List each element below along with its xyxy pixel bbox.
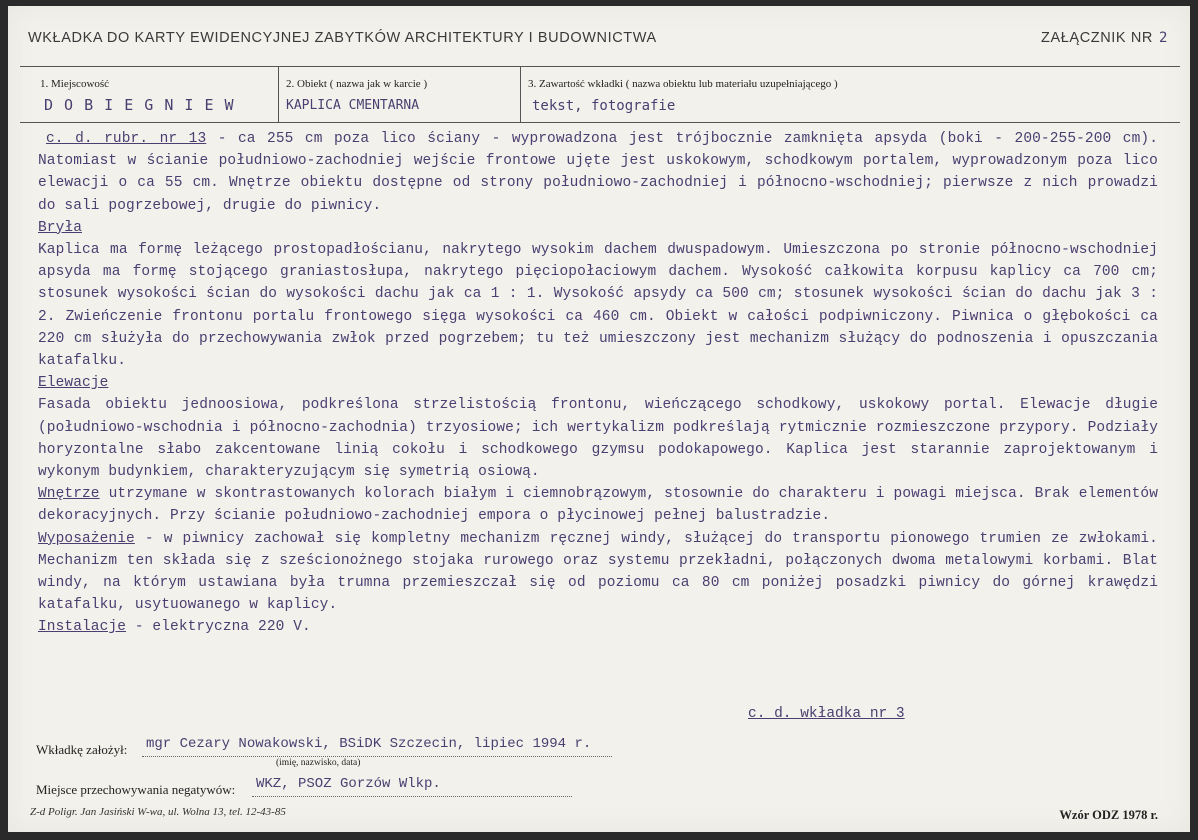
form-designation: Wzór ODZ 1978 r. <box>1059 808 1158 822</box>
column-divider-1 <box>278 66 279 122</box>
document-body <box>38 128 1158 639</box>
paragraph-elewacje: Fasada obiektu jednoosiowa, podkreślona strzelistością frontonu, wieńczącego schodkowy, uskokowy portal. Elewacje długie (południowo-wschodnia i północno-zachodnia) trzyosiowe; ich wertykalizm podkreślają rytmicznie rozmieszczone przypory. Podziały horyzontalne słabo zakcentowane linią cokołu i schodkowego gzymsu podokapowego. Kaplica jest starannie zaprojektowanym i wykonym budynkiem, charakteryzującym się symetrią osiową. <box>38 397 1158 481</box>
heading-elewacje: Elewacje <box>38 375 109 392</box>
column-divider-2 <box>520 66 521 122</box>
attachment-label: ZAŁĄCZNIK NR <box>1041 30 1153 46</box>
heading-wnetrze: Wnętrze <box>38 486 100 503</box>
heading-bryla: Bryła <box>38 219 83 236</box>
heading-wyposazenie: Wyposażenie <box>38 530 135 547</box>
content-value: tekst, fotografie <box>532 98 676 114</box>
paragraph-wyposazenie: Wyposażenie - w piwnicy zachował się kompletny mechanizm ręcznej windy, służącej do transportu pionowego trumien ze zwłokami. Mechanizm ten składa się z sześcionożnego stojaka rurowego oraz systemu przekładni, połączonych dwoma metalowymi korbami. Blat windy, na którym ustawiana była trumna przemieszczał się od poziomu ca 80 cm poniżej posadzki piwnicy do górnej krawędzi katafalku, usytuowanego w kaplicy. <box>38 530 1158 614</box>
heading-instalacje: Instalacje <box>38 619 127 636</box>
author-label: Wkładkę założył: <box>36 742 128 757</box>
place-label: 1. Miejscowość <box>40 78 110 90</box>
table-bottom-rule <box>20 122 1180 123</box>
rubric-reference: c. d. rubr. nr 13 <box>46 131 207 147</box>
author-note: (imię, nazwisko, data) <box>276 758 361 768</box>
negatives-label: Miejsce przechowywania negatywów: <box>36 782 236 797</box>
paragraph-continuation <box>38 128 1158 217</box>
negatives-value: WKZ, PSOZ Gorzów Wlkp. <box>256 776 441 792</box>
document-title: WKŁADKA DO KARTY EWIDENCYJNEJ ZABYTKÓW ARCHITEKTURY I BUDOWNICTWA <box>28 30 657 46</box>
object-value: KAPLICA CMENTARNA <box>286 98 420 113</box>
author-value: mgr Cezary Nowakowski, BSiDK Szczecin, lipiec 1994 r. <box>146 736 592 752</box>
content-label: 3. Zawartość wkładki ( nazwa obiektu lub materiału uzupełniającego ) <box>528 78 838 90</box>
attachment-label-group <box>1041 30 1168 46</box>
attachment-number: 2 <box>1158 30 1168 46</box>
paragraph-instalacje: Instalacje - elektryczna 220 V. <box>38 619 311 636</box>
printer-imprint: Z-d Poligr. Jan Jasiński W-wa, ul. Wolna 13, tel. 12-43-85 <box>30 806 286 818</box>
table-top-rule <box>20 66 1180 67</box>
paragraph-bryla: Kaplica ma formę leżącego prostopadłościanu, nakrytego wysokim dachem dwuspadowym. Umieszczona po stronie północno-wschodniej apsyda ma formę stojącego graniastosłupa, nakrytego pięciopołaciowym dachem. Wysokość całkowita korpusu kaplicy ca 700 cm; stosunek wysokości ścian do wysokości dachu jak ca 1 : 1. Wysokość apsydy ca 500 cm; stosunek wysokości ścian do dachu jak 3 : 2. Zwieńczenie frontonu portalu frontowego sięga wysokości ca 460 cm. Obiekt w całości podpiwniczony. Piwnica o głębokości ca 220 cm służyła do przechowywania zwłok przed pogrzebem; tu też umieszczony jest mechanizm służący do podnoszenia i opuszczania katafalku. <box>38 242 1158 370</box>
paragraph-continuation-text: - ca 255 cm poza lico ściany - wyprowadzona jest trójbocznie zamknięta apsyda (boki - 200-255-200 cm). Natomiast w ścianie południowo-zachodniej wejście frontowe ujęte jest uskokowym, schodkowym portalem, wyprowadzonym poza lico elewacji o ca 55 cm. Wnętrze obiektu dostępne od strony południowo-zachodniej i północno-wschodniej; pierwsze z nich prowadzi do sali pogrzebowej, drugie do piwnicy. <box>38 131 1159 214</box>
author-dotted-line <box>142 756 612 757</box>
document-header <box>28 30 1168 56</box>
negatives-dotted-line <box>252 796 572 797</box>
paragraph-wnetrze: Wnętrze utrzymane w skontrastowanych kolorach białym i ciemnobrązowym, stosownie do charakteru i powagi miejsca. Brak elementów dekoracyjnych. Przy ścianie południowo-zachodniej empora o płycinowej pełnej balustradzie. <box>38 486 1158 525</box>
continued-note: c. d. wkładka nr 3 <box>748 706 905 722</box>
place-value: D O B I E G N I E W <box>44 96 235 114</box>
object-label: 2. Obiekt ( nazwa jak w karcie ) <box>286 78 428 90</box>
